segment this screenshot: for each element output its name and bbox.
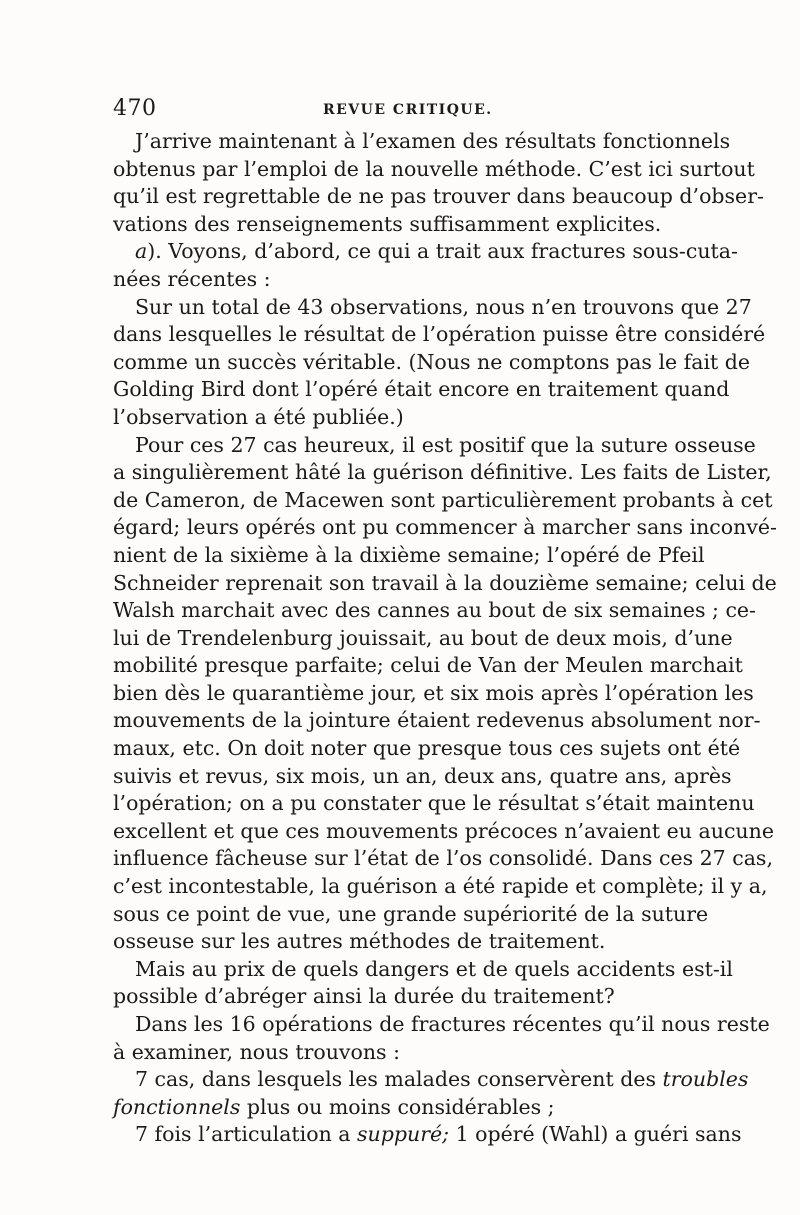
text-line: possible d’abréger ainsi la durée du traitement? bbox=[113, 984, 615, 1009]
text-line: sous ce point de vue, une grande supériorité de la suture bbox=[113, 901, 709, 926]
text-line: Mais au prix de quels dangers et de quels accidents est-il bbox=[135, 956, 733, 981]
text-line: excellent et que ces mouvements précoces n’avaient eu aucune bbox=[113, 818, 774, 843]
page-header bbox=[113, 96, 687, 126]
text-line: Pour ces 27 cas heureux, il est positif que la suture osseuse bbox=[135, 432, 756, 457]
italic-term-troubles: troubles bbox=[662, 1067, 749, 1092]
text-line: qu’il est regrettable de ne pas trouver dans beaucoup d’obser- bbox=[113, 184, 764, 209]
text-line: comme un succès véritable. (Nous ne comptons pas le fait de bbox=[113, 349, 751, 374]
text-line: obtenus par l’emploi de la nouvelle méthode. C’est ici surtout bbox=[113, 156, 755, 181]
text-line: à examiner, nous trouvons : bbox=[113, 1039, 400, 1064]
text-line-pre: 7 fois l’articulation a bbox=[135, 1122, 358, 1147]
italic-term-fonctionnels: fonctionnels bbox=[113, 1094, 241, 1119]
text-line: a singulièrement hâté la guérison définitive. Les faits de Lister, bbox=[113, 460, 772, 485]
text-line: mouvements de la jointure étaient redevenus absolument nor- bbox=[113, 708, 761, 733]
text-line-rest: ). Voyons, d’abord, ce qui a trait aux fractures sous-cuta- bbox=[147, 239, 738, 264]
text-line bbox=[113, 1066, 749, 1094]
text-line: l’observation a été publiée.) bbox=[113, 404, 404, 429]
text-line: suivis et revus, six mois, un an, deux ans, quatre ans, après bbox=[113, 763, 732, 788]
text-line: de Cameron, de Macewen sont particulièrement probants à cet bbox=[113, 487, 773, 512]
text-line: J’arrive maintenant à l’examen des résultats fonctionnels bbox=[135, 129, 731, 153]
text-line: Dans les 16 opérations de fractures récentes qu’il nous reste bbox=[135, 1012, 770, 1036]
text-line: influence fâcheuse sur l’état de l’os consolidé. Dans ces 27 cas, bbox=[113, 846, 773, 871]
text-line-rest: 1 opéré (Wahl) a guéri sans bbox=[449, 1122, 742, 1147]
running-head: REVUE CRITIQUE. bbox=[323, 102, 493, 118]
text-line: nient de la sixième à la dixième semaine; l’opéré de Pfeil bbox=[113, 542, 705, 567]
italic-term-suppure: suppuré; bbox=[357, 1122, 450, 1147]
text-line: mobilité presque parfaite; celui de Van der Meulen marchait bbox=[113, 653, 743, 678]
text-line: lui de Trendelenburg jouissait, au bout de deux mois, d’une bbox=[113, 625, 733, 650]
text-line: vations des renseignements suffisamment explicites. bbox=[113, 211, 662, 236]
text-line: égard; leurs opérés ont pu commencer à marcher sans inconvé- bbox=[113, 515, 777, 540]
text-line: l’opération; on a pu constater que le résultat s’était maintenu bbox=[113, 791, 755, 816]
page-number: 470 bbox=[113, 96, 157, 121]
text-line: osseuse sur les autres méthodes de traitement. bbox=[113, 929, 606, 954]
text-line: bien dès le quarantième jour, et six mois après l’opération les bbox=[113, 680, 754, 705]
body-text bbox=[113, 128, 777, 1149]
section-label-a: a bbox=[135, 239, 148, 264]
text-line: Sur un total de 43 observations, nous n’en trouvons que 27 bbox=[135, 294, 752, 319]
text-line: nées récentes : bbox=[113, 266, 271, 291]
text-line: Golding Bird dont l’opéré était encore en traitement quand bbox=[113, 377, 730, 402]
text-line-rest: plus ou moins considérables ; bbox=[240, 1094, 555, 1119]
text-line bbox=[113, 238, 738, 266]
text-line bbox=[113, 1094, 687, 1122]
text-line: Schneider reprenait son travail à la douzième semaine; celui de bbox=[113, 570, 777, 595]
text-line: dans lesquelles le résultat de l’opération puisse être considéré bbox=[113, 322, 766, 347]
text-line-pre: 7 cas, dans lesquels les malades conservèrent des bbox=[135, 1067, 663, 1092]
text-line bbox=[113, 1121, 742, 1149]
text-line: maux, etc. On doit noter que presque tous ces sujets ont été bbox=[113, 736, 741, 761]
text-line: c’est incontestable, la guérison a été rapide et complète; il y a, bbox=[113, 874, 768, 899]
text-line: Walsh marchait avec des cannes au bout de six semaines ; ce- bbox=[113, 598, 756, 623]
